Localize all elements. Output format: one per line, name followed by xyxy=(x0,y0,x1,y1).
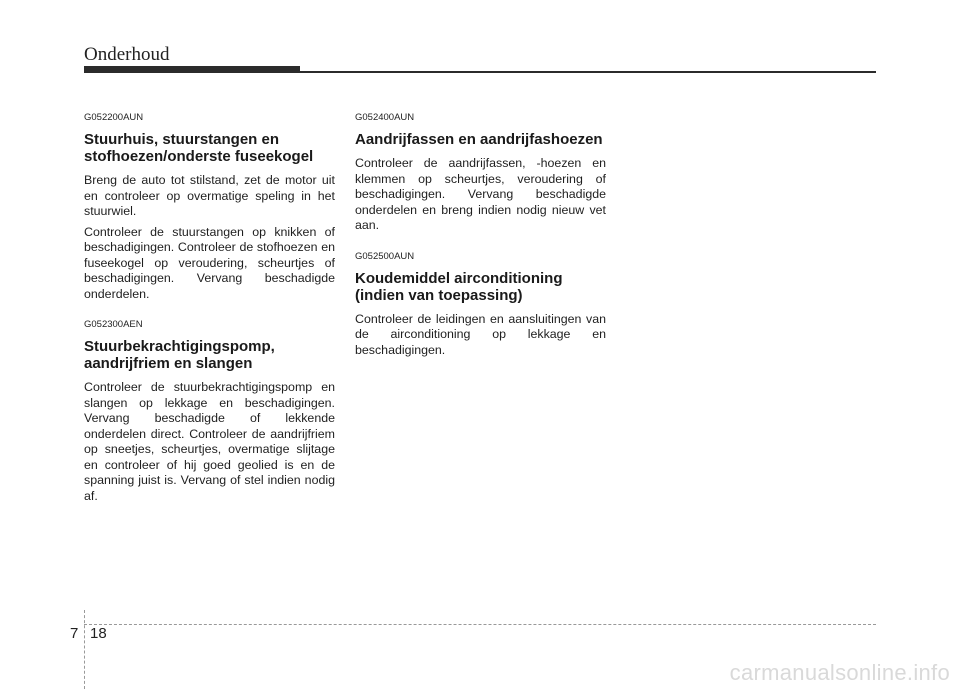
section-air-conditioning-refrigerant xyxy=(355,251,606,359)
header-rule-thick xyxy=(84,66,300,73)
section-code: G052400AUN xyxy=(355,112,415,123)
footer-rule xyxy=(84,624,876,625)
header-rule-thin xyxy=(300,71,876,73)
section-heading: Stuurbekrachtigingspomp, aandrijfriem en slangen xyxy=(84,338,275,372)
page-number: 18 xyxy=(90,625,107,642)
section-paragraph: Controleer de aandrijfassen, -hoezen en klemmen op scheurtjes, veroudering of beschadigingen. Vervang beschadigde onderdelen en breng indien nodig nieuw vet aan. xyxy=(355,156,606,232)
section-paragraph: Breng de auto tot stilstand, zet de motor uit en controleer op overmatige speling in het stuurwiel. xyxy=(84,173,335,218)
page-header-title: Onderhoud xyxy=(84,44,170,65)
chapter-number: 7 xyxy=(70,625,79,642)
section-steering-gear xyxy=(84,112,335,302)
section-code: G052200AUN xyxy=(84,112,144,123)
section-heading: Aandrijfassen en aandrijfashoezen xyxy=(355,131,603,148)
section-code: G052500AUN xyxy=(355,250,415,262)
section-paragraph: Controleer de stuurstangen op knikken of beschadigingen. Controleer de stofhoezen en fuseekogel op veroudering, scheurtjes of beschadigingen. Vervang beschadigde onderdelen. xyxy=(84,224,335,301)
section-paragraph: Controleer de leidingen en aansluitingen van de airconditioning op lekkage en beschadigingen. xyxy=(355,311,606,357)
watermark-text: carmanualsonline.info xyxy=(729,660,950,685)
right-column xyxy=(355,112,606,375)
section-paragraph: Controleer de stuurbekrachtigingspomp en slangen op lekkage en beschadigingen. Vervang beschadigde of lekkende onderdelen direct. Controleer de aandrijfriem op sneetjes, scheurtjes, overmatige slijtage en controleer of hij goed geolied is en de spanning juist is. Vervang of stel indien nodig af. xyxy=(84,380,335,503)
left-column xyxy=(84,112,335,521)
section-heading: Koudemiddel airconditioning (indien van toepassing) xyxy=(355,269,563,304)
section-drive-shafts xyxy=(355,112,606,234)
section-power-steering-pump xyxy=(84,319,335,504)
section-heading: Stuurhuis, stuurstangen en stofhoezen/onderste fuseekogel xyxy=(84,131,314,165)
section-code: G052300AEN xyxy=(84,319,143,330)
footer-divider xyxy=(84,610,85,689)
